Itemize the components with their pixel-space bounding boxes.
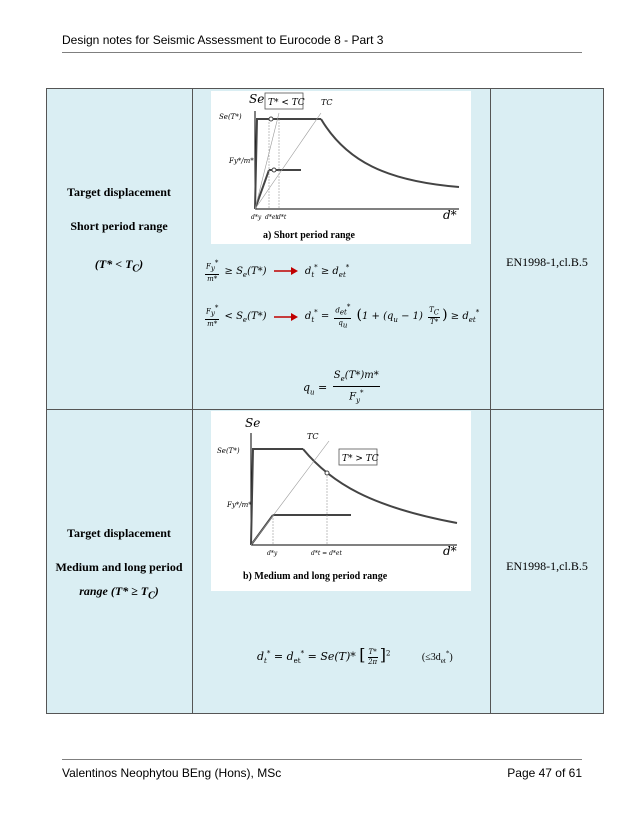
row1-reference: EN1998-1,cl.B.5 bbox=[506, 255, 588, 269]
row1-label-condition: $(T* < T_C)$ bbox=[94, 257, 144, 275]
figure-y-tick-mid: Fy*/m* bbox=[229, 157, 254, 165]
figure-x-axis-label: d* bbox=[443, 544, 457, 558]
figure-x-tick-dy: d*y bbox=[251, 214, 262, 221]
figure-condition-box: T* > TC bbox=[342, 454, 379, 464]
figure-tc-label: TC bbox=[307, 432, 319, 441]
table-column-divider bbox=[192, 89, 193, 713]
row1-equation-1: $\frac{Fy*}{m*}$ ≥ $S_e(T*) d_t^* \ge d_{et}^*$ bbox=[206, 259, 350, 283]
figure-x-tick-det: d*et bbox=[265, 214, 278, 221]
figure-y-axis-label: Se bbox=[249, 92, 265, 106]
figure-x-tick-dt: d*t = d*et bbox=[311, 550, 342, 557]
row1-equation-qu: $q_u$ = $\frac{S_e(T*)m*}{F_y^*}$ bbox=[303, 370, 379, 405]
row1-label-title: Target displacement bbox=[67, 185, 171, 199]
row1-equation-2: $\frac{Fy*}{m*}$ < $S_e(T*) d_t^*$ = $\frac{\det*}{qu}$ ($1 + (q_u - 1)$ $\frac{TC}{T*}$ ) ≥ $d_{et}^*$ bbox=[206, 303, 480, 330]
figure-y-tick-top: Se(T*) bbox=[219, 113, 242, 121]
figure-y-tick-top: Se(T*) bbox=[217, 447, 240, 455]
table-row-divider bbox=[47, 409, 603, 410]
figure-condition-box: T* < TC bbox=[268, 98, 305, 108]
row2-reference: EN1998-1,cl.B.5 bbox=[506, 559, 588, 573]
short-period-figure bbox=[211, 91, 471, 244]
row2-label-title: Target displacement bbox=[67, 526, 171, 540]
footer-divider bbox=[62, 759, 582, 760]
footer-author: Valentinos Neophytou BEng (Hons), MSc bbox=[62, 766, 282, 780]
figure-x-tick-dt: d*t bbox=[277, 214, 287, 221]
figure-caption: b) Medium and long period range bbox=[243, 571, 388, 582]
figure-y-tick-mid: Fy*/m* bbox=[227, 501, 252, 509]
figure-x-axis-label: d* bbox=[443, 208, 457, 222]
row1-label-range: Short period range bbox=[70, 219, 168, 233]
footer-page-number: Page 47 of 61 bbox=[507, 766, 582, 780]
figure-caption: a) Short period range bbox=[263, 230, 355, 241]
row2-label-range: Medium and long period bbox=[55, 560, 183, 574]
table-column-divider bbox=[490, 89, 491, 713]
figure-x-tick-dy: d*y bbox=[267, 550, 278, 557]
design-table bbox=[46, 88, 604, 714]
row2-equation-note: (≤3d bbox=[421, 652, 441, 663]
medium-long-period-figure bbox=[211, 411, 471, 591]
page-header: Design notes for Seismic Assessment to Eurocode 8 - Part 3 bbox=[62, 33, 384, 47]
header-divider bbox=[62, 52, 582, 53]
row2-label-condition: range $(T* \ge T_C)$ bbox=[79, 584, 159, 602]
figure-y-axis-label: Se bbox=[245, 416, 261, 430]
figure-tc-label: TC bbox=[321, 98, 333, 107]
row2-equation: $d_t^* = d_{et}^* = Se(T)*$ [ $\frac{T*}{2\pi}$ ]$^2$ $(\le 3d_{et}^*)$ bbox=[257, 645, 453, 666]
